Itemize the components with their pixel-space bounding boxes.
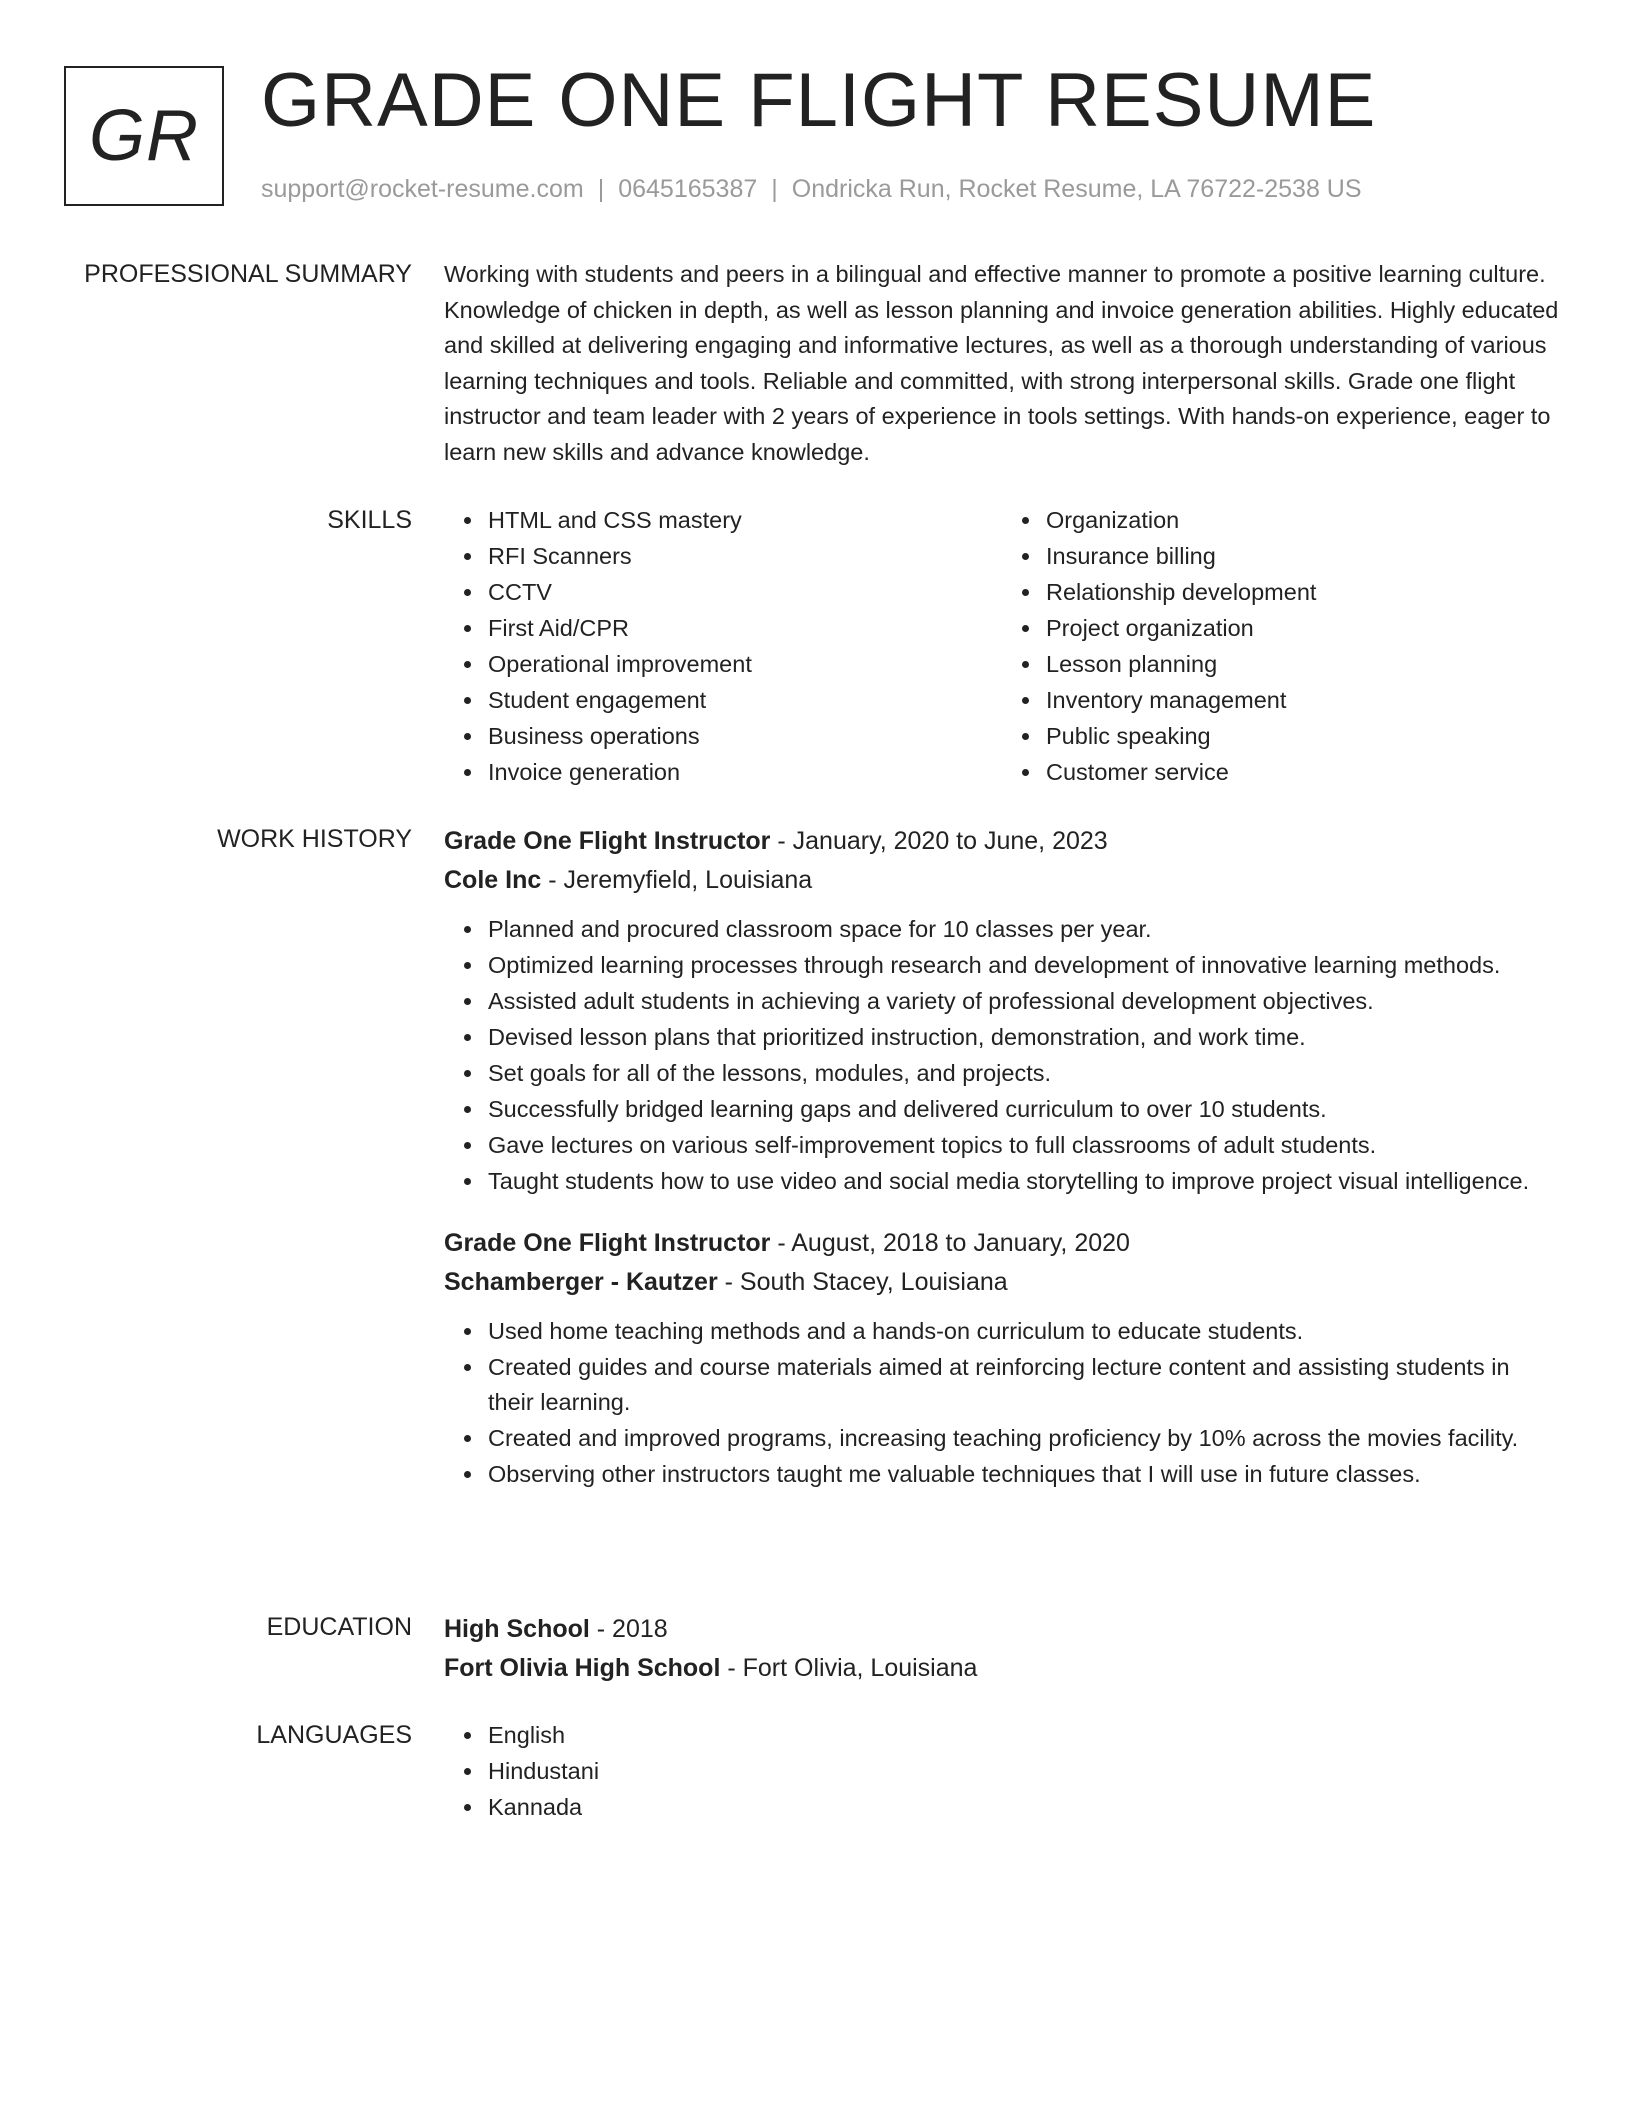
list-item: Customer service	[1046, 755, 1560, 791]
contact-email[interactable]: support@rocket-resume.com	[261, 175, 584, 203]
job-title-line	[444, 1224, 1560, 1263]
job-location: - South Stacey, Louisiana	[717, 1267, 1008, 1296]
summary-heading: PROFESSIONAL SUMMARY	[84, 260, 412, 288]
job-location: - Jeremyfield, Louisiana	[541, 866, 813, 894]
list-item: Planned and procured classroom space for 10 classes per year.	[488, 912, 1560, 948]
list-item: Successfully bridged learning gaps and delivered curriculum to over 10 students.	[488, 1092, 1560, 1128]
list-item: Relationship development	[1046, 575, 1560, 611]
job-company-line	[444, 861, 1560, 900]
skills-body	[444, 503, 1560, 791]
education-school: Fort Olivia High School	[444, 1654, 721, 1682]
summary-text: Working with students and peers in a bilingual and effective manner to promote a positive learning culture. Knowledge of chicken in depth, as well as lesson planning and invoice generation abilities. Highly educated and skilled at delivering engaging and informative lectures, as well as a thorough understanding of various learning techniques and tools. Reliable and committed, with strong interpersonal skills. Grade one flight instructor and team leader with 2 years of experience in tools settings. With hands-on experience, eager to learn new skills and advance knowledge.	[444, 261, 1559, 465]
list-item: Taught students how to use video and social media storytelling to improve project visual intelligence.	[488, 1164, 1560, 1200]
languages-body	[444, 1718, 1560, 1826]
list-item: Gave lectures on various self-improvement topics to full classrooms of adult students.	[488, 1128, 1560, 1164]
list-item: Insurance billing	[1046, 539, 1560, 575]
contact-separator: |	[771, 175, 778, 203]
work-history-body	[444, 822, 1560, 1493]
job-entry	[444, 1224, 1560, 1493]
job-duties-list	[444, 912, 1560, 1200]
list-item: Student engagement	[488, 683, 1002, 719]
languages-list	[444, 1718, 1560, 1826]
list-item: Project organization	[1046, 611, 1560, 647]
education-degree: High School	[444, 1615, 590, 1643]
summary-body	[444, 257, 1560, 470]
list-item: Invoice generation	[488, 755, 1002, 791]
contact-phone[interactable]: 0645165387	[618, 175, 758, 203]
list-item: Used home teaching methods and a hands-on curriculum to educate students.	[488, 1314, 1560, 1350]
skills-list-right	[1002, 503, 1560, 791]
education-heading: EDUCATION	[266, 1613, 412, 1641]
list-item: First Aid/CPR	[488, 611, 1002, 647]
list-item: HTML and CSS mastery	[488, 503, 1002, 539]
job-dates: - January, 2020 to June, 2023	[770, 827, 1108, 855]
job-title: Grade One Flight Instructor	[444, 1228, 771, 1257]
monogram-badge	[64, 66, 224, 206]
work-history-heading: WORK HISTORY	[217, 825, 412, 853]
list-item: Observing other instructors taught me valuable techniques that I will use in future classes.	[488, 1457, 1560, 1493]
list-item: English	[488, 1718, 1560, 1754]
skills-columns	[444, 503, 1560, 791]
job-company: Schamberger - Kautzer	[444, 1267, 718, 1296]
job-dates: - August, 2018 to January, 2020	[770, 1228, 1130, 1257]
education-location: - Fort Olivia, Louisiana	[720, 1654, 978, 1682]
education-degree-line	[444, 1610, 1560, 1649]
job-title: Grade One Flight Instructor	[444, 827, 771, 855]
list-item: Inventory management	[1046, 683, 1560, 719]
list-item: Optimized learning processes through research and development of innovative learning methods.	[488, 948, 1560, 984]
list-item: Hindustani	[488, 1754, 1560, 1790]
languages-heading: LANGUAGES	[256, 1721, 412, 1749]
list-item: Public speaking	[1046, 719, 1560, 755]
education-body	[444, 1610, 1560, 1688]
contact-address: Ondricka Run, Rocket Resume, LA 76722-2538 US	[791, 175, 1362, 203]
job-company-line	[444, 1263, 1560, 1302]
education-school-line	[444, 1649, 1560, 1688]
list-item: CCTV	[488, 575, 1002, 611]
skills-heading: SKILLS	[327, 506, 412, 534]
list-item: Created guides and course materials aimed at reinforcing lecture content and assisting students in their learning.	[488, 1350, 1560, 1421]
list-item: Lesson planning	[1046, 647, 1560, 683]
list-item: Organization	[1046, 503, 1560, 539]
job-duties-list	[444, 1314, 1560, 1493]
list-item: Operational improvement	[488, 647, 1002, 683]
list-item: Kannada	[488, 1790, 1560, 1826]
job-entry	[444, 822, 1560, 1200]
contact-line	[261, 172, 1362, 206]
skills-list-left	[444, 503, 1002, 791]
list-item: Created and improved programs, increasing teaching proficiency by 10% across the movies facility.	[488, 1421, 1560, 1457]
resume-title: GRADE ONE FLIGHT RESUME	[261, 58, 1377, 143]
list-item: Set goals for all of the lessons, modules, and projects.	[488, 1056, 1560, 1092]
list-item: Devised lesson plans that prioritized instruction, demonstration, and work time.	[488, 1020, 1560, 1056]
list-item: Business operations	[488, 719, 1002, 755]
list-item: RFI Scanners	[488, 539, 1002, 575]
monogram-initials: GR	[89, 96, 199, 176]
education-year: - 2018	[589, 1615, 668, 1643]
contact-separator: |	[597, 175, 605, 203]
list-item: Assisted adult students in achieving a variety of professional development objectives.	[488, 984, 1560, 1020]
job-title-line	[444, 822, 1560, 861]
job-company: Cole Inc	[444, 866, 542, 894]
